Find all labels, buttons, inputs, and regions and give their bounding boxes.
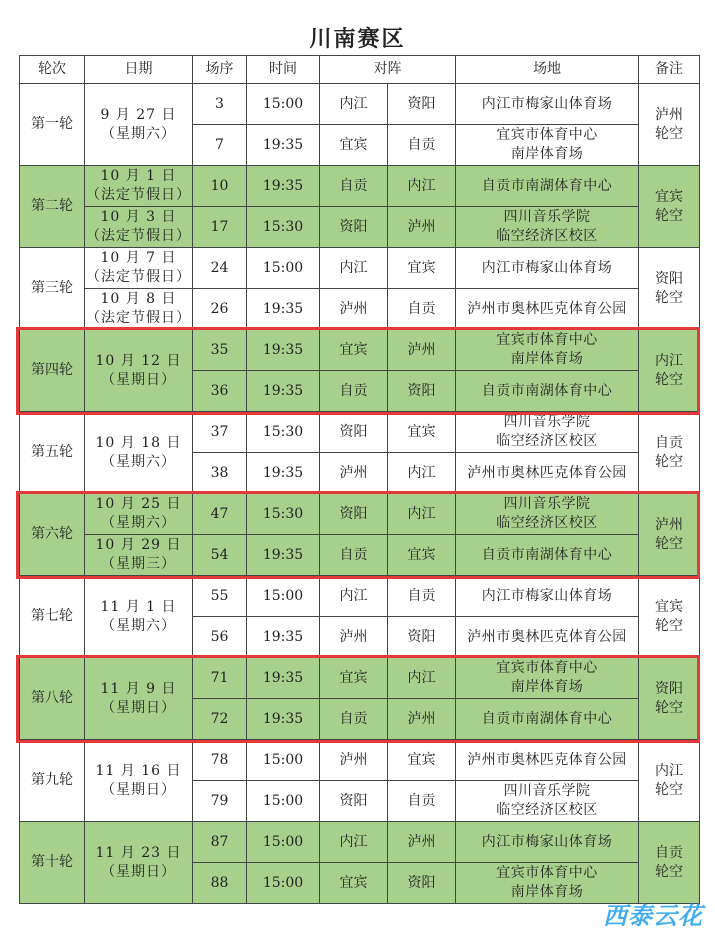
- match-venue-line: 泸州市奥林匹克体育公园: [467, 628, 627, 645]
- home-team: 宜宾: [320, 125, 388, 166]
- away-team: 自贡: [388, 289, 456, 330]
- match-date-line: 11 月 23 日: [95, 844, 182, 861]
- home-team: 宜宾: [320, 330, 388, 371]
- home-team: 内江: [320, 84, 388, 125]
- match-venue-line: 泸州市奥林匹克体育公园: [467, 464, 627, 481]
- round-note-line: 轮空: [655, 863, 683, 880]
- match-venue-line: 南岸体育场: [510, 351, 584, 367]
- match-date-line: （法定节假日）: [86, 310, 191, 326]
- match-date-line: 10 月 29 日: [95, 537, 182, 553]
- match-date-line: 11 月 16 日: [95, 762, 182, 779]
- match-time: 15:00: [247, 740, 320, 781]
- match-time: 15:00: [247, 822, 320, 863]
- match-number: 88: [193, 863, 247, 904]
- round-note-line: 宜宾: [655, 598, 683, 615]
- home-team: 泸州: [320, 740, 388, 781]
- match-date-line: 11 月 1 日: [100, 598, 177, 615]
- round-note: [639, 576, 700, 658]
- round-name: 第八轮: [20, 658, 85, 740]
- match-venue-line: 宜宾市体育中心: [496, 660, 598, 676]
- match-venue: [456, 371, 639, 412]
- home-team: 泸州: [320, 289, 388, 330]
- round-name: 第一轮: [20, 84, 85, 166]
- match-time: 15:00: [247, 781, 320, 822]
- away-team: 资阳: [388, 371, 456, 412]
- away-team: 泸州: [388, 699, 456, 740]
- match-time: 19:35: [247, 658, 320, 699]
- match-date-line: （星期日）: [101, 371, 176, 388]
- table-row: [20, 740, 700, 781]
- match-venue: [456, 494, 639, 535]
- match-date: [85, 822, 193, 904]
- match-number: 87: [193, 822, 247, 863]
- table-row: [20, 822, 700, 863]
- match-venue-line: 泸州市奥林匹克体育公园: [467, 300, 627, 317]
- match-venue-line: 泸州市奥林匹克体育公园: [467, 751, 627, 768]
- round-name: 第七轮: [20, 576, 85, 658]
- home-team: 资阳: [320, 412, 388, 453]
- match-time: 15:30: [247, 412, 320, 453]
- match-date: [85, 289, 193, 330]
- schedule-table: [19, 55, 700, 904]
- match-date-line: （星期六）: [101, 453, 176, 470]
- match-date: [85, 535, 193, 576]
- match-venue-line: 宜宾市体育中心: [496, 332, 598, 348]
- match-time: 15:00: [247, 84, 320, 125]
- table-row: [20, 248, 700, 289]
- round-note-line: 宜宾: [655, 188, 683, 205]
- home-team: 自贡: [320, 371, 388, 412]
- table-row: [20, 330, 700, 371]
- away-team: 宜宾: [388, 412, 456, 453]
- round-note-line: 轮空: [655, 371, 683, 388]
- match-date-line: （星期日）: [101, 781, 176, 798]
- match-venue: [456, 617, 639, 658]
- match-time: 19:35: [247, 330, 320, 371]
- home-team: 资阳: [320, 207, 388, 248]
- round-name: 第二轮: [20, 166, 85, 248]
- match-number: 7: [193, 125, 247, 166]
- round-note-line: 轮空: [655, 781, 683, 798]
- table-row: [20, 289, 700, 330]
- match-date: [85, 412, 193, 494]
- match-number: 56: [193, 617, 247, 658]
- match-venue-line: 自贡市南湖体育中心: [481, 382, 613, 399]
- match-date-line: （法定节假日）: [86, 187, 191, 203]
- table-row: [20, 207, 700, 248]
- round-note: [639, 330, 700, 412]
- round-note-line: 泸州: [655, 516, 683, 533]
- match-date: [85, 658, 193, 740]
- match-venue-line: 南岸体育场: [510, 146, 584, 162]
- round-name: 第五轮: [20, 412, 85, 494]
- match-time: 19:35: [247, 125, 320, 166]
- match-date-line: 10 月 8 日: [100, 291, 177, 307]
- home-team: 内江: [320, 822, 388, 863]
- match-number: 78: [193, 740, 247, 781]
- match-number: 36: [193, 371, 247, 412]
- match-date-line: 9 月 27 日: [100, 106, 177, 123]
- match-number: 17: [193, 207, 247, 248]
- match-date: [85, 494, 193, 535]
- match-venue: [456, 248, 639, 289]
- match-venue-line: 临空经济区校区: [496, 802, 598, 818]
- home-team: 宜宾: [320, 658, 388, 699]
- round-note-line: 内江: [655, 352, 683, 369]
- match-date-line: （星期日）: [101, 863, 176, 880]
- match-venue: [456, 781, 639, 822]
- match-date-line: （星期日）: [101, 699, 176, 716]
- round-note: [639, 740, 700, 822]
- away-team: 泸州: [388, 822, 456, 863]
- match-venue-line: 南岸体育场: [510, 884, 584, 900]
- table-row: [20, 576, 700, 617]
- round-name: 第六轮: [20, 494, 85, 576]
- round-note-line: 轮空: [655, 617, 683, 634]
- header-row: [20, 56, 700, 84]
- match-number: 24: [193, 248, 247, 289]
- match-number: 37: [193, 412, 247, 453]
- match-date-line: （星期六）: [101, 515, 176, 531]
- match-time: 15:00: [247, 248, 320, 289]
- round-note-line: 轮空: [655, 535, 683, 552]
- match-venue-line: 宜宾市体育中心: [496, 865, 598, 881]
- round-note: [639, 248, 700, 330]
- away-team: 自贡: [388, 781, 456, 822]
- round-note-line: 轮空: [655, 453, 683, 470]
- page-title: 川南赛区: [309, 26, 406, 52]
- match-venue-line: 临空经济区校区: [496, 228, 598, 244]
- round-note-line: 资阳: [655, 270, 683, 287]
- round-note: [639, 494, 700, 576]
- home-team: 内江: [320, 576, 388, 617]
- home-team: 资阳: [320, 781, 388, 822]
- away-team: 自贡: [388, 125, 456, 166]
- match-number: 38: [193, 453, 247, 494]
- match-venue: [456, 699, 639, 740]
- round-note-line: 轮空: [655, 289, 683, 306]
- away-team: 泸州: [388, 330, 456, 371]
- match-date-line: 10 月 3 日: [100, 209, 177, 225]
- match-venue-line: 自贡市南湖体育中心: [481, 177, 613, 194]
- match-date: [85, 330, 193, 412]
- match-date-line: 11 月 9 日: [100, 680, 177, 697]
- match-time: 19:35: [247, 535, 320, 576]
- away-team: 内江: [388, 166, 456, 207]
- match-venue-line: 四川音乐学院: [503, 496, 591, 512]
- match-number: 35: [193, 330, 247, 371]
- away-team: 内江: [388, 453, 456, 494]
- match-date-line: （法定节假日）: [86, 228, 191, 244]
- home-team: 内江: [320, 248, 388, 289]
- header-matchup: 对阵: [320, 56, 456, 84]
- match-venue: [456, 84, 639, 125]
- match-date-line: （星期六）: [101, 617, 176, 634]
- away-team: 自贡: [388, 576, 456, 617]
- match-venue-line: 自贡市南湖体育中心: [481, 710, 613, 727]
- round-note-line: 内江: [655, 762, 683, 779]
- away-team: 资阳: [388, 84, 456, 125]
- match-time: 19:35: [247, 289, 320, 330]
- match-venue: [456, 207, 639, 248]
- match-venue: [456, 453, 639, 494]
- match-venue-line: 临空经济区校区: [496, 515, 598, 531]
- match-number: 10: [193, 166, 247, 207]
- table-row: [20, 412, 700, 453]
- home-team: 自贡: [320, 166, 388, 207]
- table-row: [20, 658, 700, 699]
- round-note: [639, 412, 700, 494]
- match-time: 15:00: [247, 863, 320, 904]
- match-date-line: 10 月 12 日: [95, 352, 182, 369]
- match-time: 19:35: [247, 699, 320, 740]
- match-venue: [456, 289, 639, 330]
- match-date: [85, 248, 193, 289]
- match-date: [85, 84, 193, 166]
- match-venue: [456, 166, 639, 207]
- home-team: 自贡: [320, 699, 388, 740]
- round-name: 第三轮: [20, 248, 85, 330]
- header-venue: 场地: [456, 56, 639, 84]
- home-team: 宜宾: [320, 863, 388, 904]
- home-team: 自贡: [320, 535, 388, 576]
- match-number: 54: [193, 535, 247, 576]
- round-note-line: 资阳: [655, 680, 683, 697]
- match-number: 71: [193, 658, 247, 699]
- away-team: 宜宾: [388, 248, 456, 289]
- round-note-line: 轮空: [655, 207, 683, 224]
- away-team: 宜宾: [388, 740, 456, 781]
- round-note: [639, 658, 700, 740]
- watermark-logo: 西泰云花: [603, 902, 703, 930]
- match-venue: [456, 535, 639, 576]
- match-date: [85, 166, 193, 207]
- table-row: [20, 535, 700, 576]
- home-team: 泸州: [320, 453, 388, 494]
- away-team: 宜宾: [388, 535, 456, 576]
- round-name: 第十轮: [20, 822, 85, 904]
- match-venue-line: 四川音乐学院: [503, 783, 591, 799]
- match-time: 19:35: [247, 166, 320, 207]
- match-venue-line: 宜宾市体育中心: [496, 127, 598, 143]
- round-name: 第四轮: [20, 330, 85, 412]
- match-number: 3: [193, 84, 247, 125]
- match-venue: [456, 822, 639, 863]
- header-match-no: 场序: [193, 56, 247, 84]
- match-number: 47: [193, 494, 247, 535]
- match-venue: [456, 740, 639, 781]
- round-note-line: 轮空: [655, 125, 683, 142]
- away-team: 泸州: [388, 207, 456, 248]
- match-venue-line: 内江市梅家山体育场: [481, 259, 613, 276]
- table-row: [20, 84, 700, 125]
- match-date: [85, 207, 193, 248]
- match-number: 55: [193, 576, 247, 617]
- match-time: 15:00: [247, 576, 320, 617]
- match-venue: [456, 125, 639, 166]
- match-date: [85, 740, 193, 822]
- header-time: 时间: [247, 56, 320, 84]
- match-venue-line: 临空经济区校区: [496, 433, 598, 449]
- match-venue-line: 南岸体育场: [510, 679, 584, 695]
- match-venue: [456, 330, 639, 371]
- match-time: 15:30: [247, 207, 320, 248]
- match-venue-line: 内江市梅家山体育场: [481, 95, 613, 112]
- table-row: [20, 494, 700, 535]
- header-round: 轮次: [20, 56, 85, 84]
- match-venue-line: 四川音乐学院: [503, 414, 591, 430]
- match-venue-line: 内江市梅家山体育场: [481, 587, 613, 604]
- away-team: 内江: [388, 658, 456, 699]
- match-venue: [456, 576, 639, 617]
- round-note-line: 轮空: [655, 699, 683, 716]
- round-name: 第九轮: [20, 740, 85, 822]
- round-note-line: 自贡: [655, 844, 683, 861]
- table-row: [20, 166, 700, 207]
- match-time: 15:30: [247, 494, 320, 535]
- match-venue-line: 自贡市南湖体育中心: [481, 546, 613, 563]
- header-date: 日期: [85, 56, 193, 84]
- round-note-line: 自贡: [655, 434, 683, 451]
- match-date: [85, 576, 193, 658]
- header-note: 备注: [639, 56, 700, 84]
- match-number: 26: [193, 289, 247, 330]
- round-note: [639, 166, 700, 248]
- match-date-line: （星期三）: [101, 556, 176, 572]
- home-team: 泸州: [320, 617, 388, 658]
- away-team: 内江: [388, 494, 456, 535]
- match-number: 79: [193, 781, 247, 822]
- match-date-line: （星期六）: [101, 125, 176, 142]
- match-venue: [456, 412, 639, 453]
- round-note: [639, 84, 700, 166]
- match-time: 19:35: [247, 617, 320, 658]
- match-date-line: （法定节假日）: [86, 269, 191, 285]
- match-date-line: 10 月 18 日: [95, 434, 182, 451]
- match-date-line: 10 月 25 日: [95, 496, 182, 512]
- match-venue-line: 四川音乐学院: [503, 209, 591, 225]
- match-venue: [456, 658, 639, 699]
- away-team: 资阳: [388, 617, 456, 658]
- match-time: 19:35: [247, 371, 320, 412]
- round-note: [639, 822, 700, 904]
- match-venue-line: 内江市梅家山体育场: [481, 833, 613, 850]
- away-team: 资阳: [388, 863, 456, 904]
- round-note-line: 泸州: [655, 106, 683, 123]
- match-number: 72: [193, 699, 247, 740]
- match-date-line: 10 月 7 日: [100, 250, 177, 266]
- match-time: 19:35: [247, 453, 320, 494]
- home-team: 资阳: [320, 494, 388, 535]
- match-date-line: 10 月 1 日: [100, 168, 177, 184]
